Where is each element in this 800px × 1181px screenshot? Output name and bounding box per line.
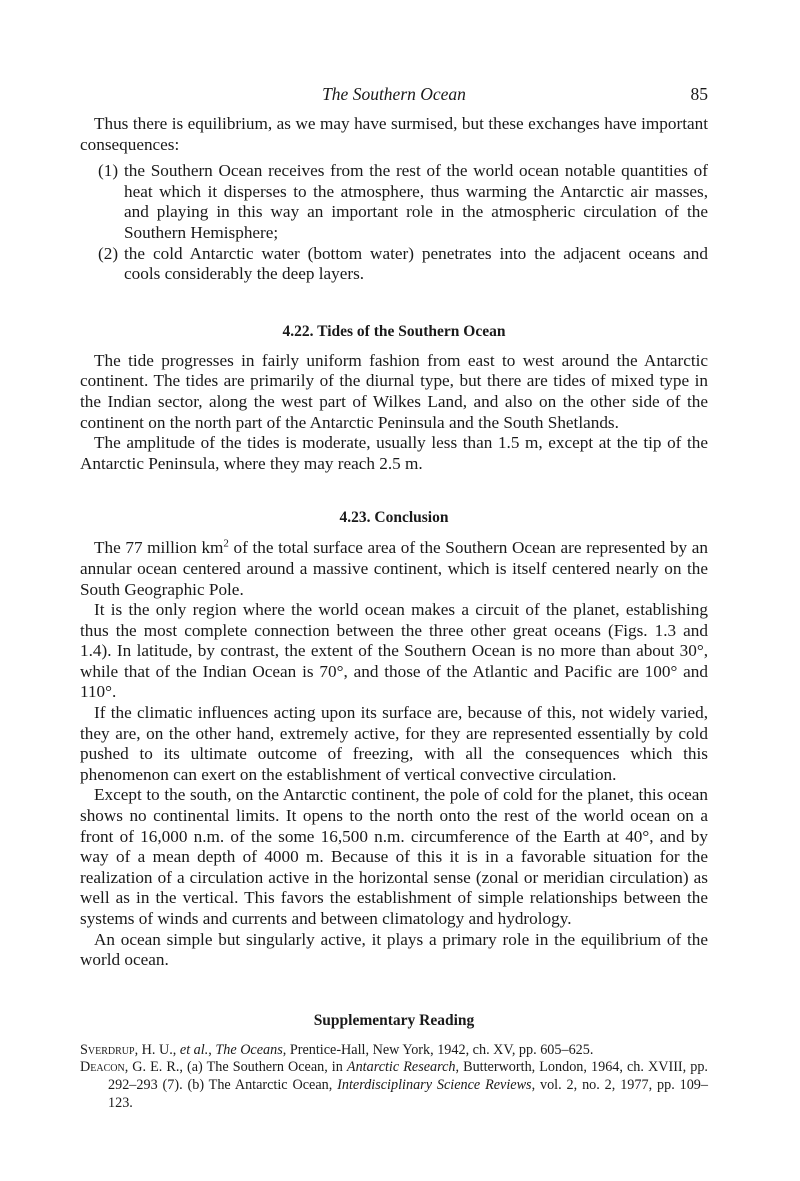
- section-body-tides: [80, 351, 708, 475]
- reference-author: Sverdrup, H. U.,: [80, 1041, 180, 1058]
- reference-title: Interdisciplinary Science Reviews: [337, 1076, 532, 1093]
- section-heading-supplementary: Supplementary Reading: [313, 1011, 475, 1029]
- reference-item: [80, 1042, 708, 1060]
- reference-separator: ,: [208, 1041, 216, 1058]
- list-item-text: the cold Antarctic water (bottom water) penetrates into the adjacent oceans and cools considerably the deep layers.: [124, 243, 708, 284]
- intro-paragraph: Thus there is equilibrium, as we may have surmised, but these exchanges have important consequences:: [80, 114, 708, 154]
- list-item-number: (1): [98, 161, 119, 181]
- section-body-conclusion: [80, 538, 708, 970]
- consequences-list: [80, 161, 708, 285]
- reference-list: [80, 1042, 708, 1112]
- paragraph: The amplitude of the tides is moderate, usually less than 1.5 m, except at the tip of the Antarctic Peninsula, where they may reach 2.5 m.: [80, 433, 708, 473]
- km-text-rest: of the total surface area of the Southern Ocean are represented by an annular ocean centered around a massive continent, which is itself centered nearly on the South Geographic Pole.: [80, 538, 708, 599]
- reference-details: , Prentice-Hall, New York, 1942, ch. XV, pp. 605–625.: [282, 1041, 594, 1058]
- reference-item: [80, 1059, 708, 1112]
- list-item-number: (2): [98, 243, 119, 263]
- section-heading-tides: 4.22. Tides of the Southern Ocean: [282, 322, 506, 340]
- paragraph: The tide progresses in fairly uniform fashion from east to west around the Antarctic continent. The tides are primarily of the diurnal type, but there are tides of mixed type in the Indian sector, along the west part of Wilkes Land, and also on the other side of the continent on the north part of the Antarctic Peninsula and the South Shetlands.: [80, 350, 708, 432]
- paragraph: Except to the south, on the Antarctic continent, the pole of cold for the planet, this ocean shows no continental limits. It opens to the north onto the rest of the world ocean on a front of 16,000 n.m. of the some 16,500 n.m. circumference of the Earth at 40°, and by way of a mean depth of 4000 m. Because of this it is in a favorable situation for the realization of a circulation active in the horizontal sense (zonal or meridian circulation) as well as in the vertical. This favors the establishment of simple relationships between the systems of winds and currents and between climatology and hydrology.: [80, 785, 708, 928]
- paragraph: [80, 538, 708, 600]
- reference-title: The Oceans: [215, 1041, 283, 1058]
- list-item-text: the Southern Ocean receives from the rest of the world ocean notable quantities of heat which it disperses to the atmosphere, thus warming the Antarctic air masses, and playing in this way an important role in the atmospheric circulation of the Southern Hemisphere;: [124, 161, 708, 242]
- paragraph: An ocean simple but singularly active, it plays a primary role in the equilibrium of the world ocean.: [80, 929, 708, 970]
- list-item: [80, 244, 708, 285]
- km-text: The 77 million km: [94, 538, 224, 558]
- paragraph: It is the only region where the world ocean makes a circuit of the planet, establishing thus the most complete connection between the three other great oceans (Figs. 1.3 and 1.4). In latitude, by contrast, the extent of the Southern Ocean is no more than about 30°, while that of the Indian Ocean is 70°, and those of the Atlantic and Pacific are 100° and 110°.: [80, 600, 708, 702]
- reference-details: (a) The Southern Ocean, in: [187, 1059, 347, 1076]
- running-title: The Southern Ocean: [322, 84, 466, 104]
- page-number: 85: [690, 84, 708, 104]
- reference-details: , vol. 2, no. 2, 1977, pp. 109–123.: [108, 1076, 708, 1111]
- reference-title: Antarctic Research: [346, 1059, 456, 1076]
- reference-author: Deacon, G. E. R.,: [80, 1059, 188, 1076]
- page: [80, 84, 708, 1112]
- reference-details: , Butterworth, London, 1964, ch. XVIII, pp. 292–293 (7). (b) The Antarctic Ocean,: [108, 1059, 708, 1093]
- running-head: [80, 84, 708, 110]
- reference-etal: et al.: [179, 1041, 209, 1058]
- paragraph: If the climatic influences acting upon its surface are, because of this, not widely varied, they are, on the other hand, extremely active, for they are represented essentially by cold pushed to its ultimate outcome of freezing, with all the consequences which this phenomenon can exert on the establishment of vertical convective circulation.: [80, 703, 708, 784]
- superscript: 2: [223, 537, 229, 550]
- section-heading-conclusion: 4.23. Conclusion: [339, 509, 449, 527]
- list-item: [80, 161, 708, 243]
